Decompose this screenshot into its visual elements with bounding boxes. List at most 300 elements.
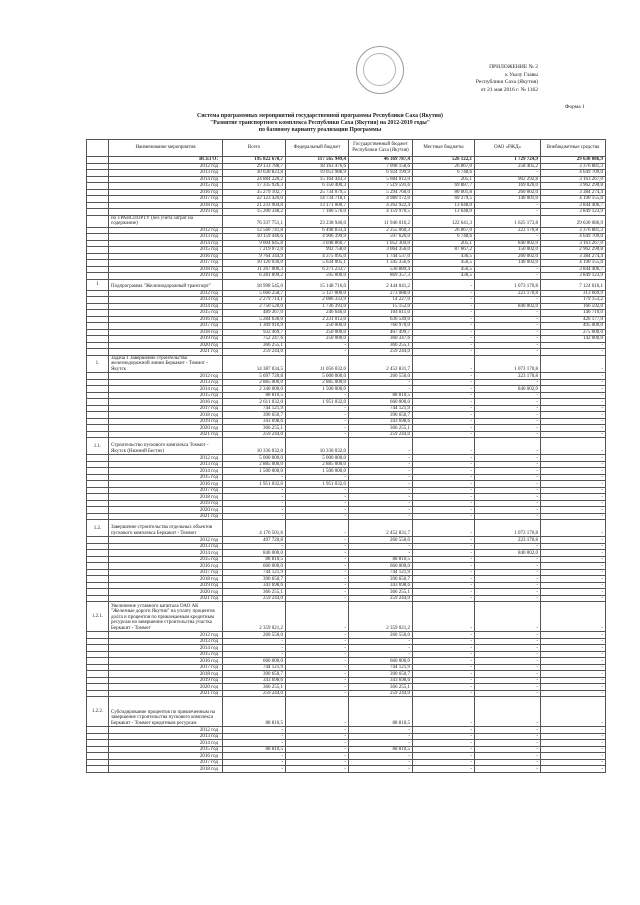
row-number: 1.1.	[87, 438, 109, 455]
cell-value: -	[286, 589, 349, 596]
cell-value: -	[413, 455, 475, 462]
row-label: 2014 год	[109, 645, 223, 652]
cell-value: 7 180 576,0	[286, 209, 349, 216]
cell-value: 14 227,0	[349, 297, 413, 304]
cell-value: 76 337 751,1	[223, 215, 286, 227]
cell-value: -	[286, 766, 349, 773]
row-label: 2016 год	[109, 658, 223, 665]
cell-value: 366 255,1	[223, 589, 286, 596]
cell-value: 11 267 006,3	[223, 266, 286, 273]
column-header-no	[87, 140, 109, 157]
row-label: 2017 год	[109, 196, 223, 203]
cell-value: 166 592,0	[541, 303, 606, 310]
cell-value: -	[413, 733, 475, 740]
cell-value: -	[475, 468, 541, 475]
cell-value: -	[475, 759, 541, 766]
cell-value: -	[223, 494, 286, 501]
cell-value: 660 000,0	[349, 399, 413, 406]
row-label: 2015 год	[109, 310, 223, 317]
cell-value: 497 720,8	[223, 537, 286, 544]
cell-value: -	[286, 684, 349, 691]
cell-value: -	[349, 455, 413, 462]
cell-value: -	[475, 209, 541, 216]
cell-value: -	[413, 290, 475, 297]
cell-value: -	[286, 638, 349, 645]
cell-value: 223 170,8	[475, 537, 541, 544]
cell-value: 390 650,7	[223, 576, 286, 583]
cell-value: -	[541, 349, 606, 356]
cell-value: -	[475, 310, 541, 317]
cell-value: -	[413, 569, 475, 576]
cell-value: 69 379,5	[413, 196, 475, 203]
cell-value: 2 885 000,0	[286, 461, 349, 468]
appendix-line: от 21 мая 2016 г. № 1162	[480, 86, 538, 93]
cell-value: 4 176 501,6	[223, 520, 286, 537]
cell-value: -	[541, 513, 606, 520]
cell-value: -	[475, 740, 541, 747]
cell-value: 1 073 170,8	[475, 520, 541, 537]
cell-value: -	[475, 513, 541, 520]
cell-value: 744 121,9	[349, 405, 413, 412]
row-label: 2021 год	[109, 595, 223, 602]
cell-value: -	[286, 645, 349, 652]
row-label: 2012 год	[109, 373, 223, 380]
cell-value: -	[413, 379, 475, 386]
cell-value: 390 650,7	[223, 671, 286, 678]
cell-value: 24 884 220,2	[223, 176, 286, 183]
cell-value: 223 170,8	[475, 373, 541, 380]
row-number: 1.2.2.	[87, 697, 109, 727]
cell-value: -	[475, 379, 541, 386]
cell-value: -	[413, 632, 475, 639]
cell-value: -	[413, 425, 475, 432]
cell-value: -	[286, 418, 349, 425]
form-label: Форма 1	[565, 104, 585, 110]
cell-value: -	[475, 500, 541, 507]
cell-value: -	[541, 520, 606, 537]
cell-value: 343 698,6	[223, 418, 286, 425]
cell-value: -	[475, 677, 541, 684]
cell-value: 3 048 860,7	[286, 240, 349, 247]
row-label: 2015 год	[109, 474, 223, 481]
cell-value: 259 244,0	[349, 690, 413, 697]
cell-value: -	[286, 740, 349, 747]
cell-value: 25 734 079,5	[286, 189, 349, 196]
cell-value: -	[413, 500, 475, 507]
cell-value: -	[413, 494, 475, 501]
row-label: 2014 год	[109, 740, 223, 747]
cell-value: -	[413, 537, 475, 544]
cell-value: -	[541, 474, 606, 481]
cell-value: 744 121,9	[223, 405, 286, 412]
row-label: 2016 год	[109, 563, 223, 570]
cell-value: -	[541, 507, 606, 514]
cell-value: 840 002,0	[475, 386, 541, 393]
cell-value: 426 177,0	[541, 316, 606, 323]
cell-value: -	[286, 349, 349, 356]
cell-value: 275 000,0	[541, 329, 606, 336]
cell-value: 595 000,0	[286, 273, 349, 280]
cell-value: -	[286, 556, 349, 563]
cell-value: -	[475, 563, 541, 570]
seal-stamp	[356, 46, 404, 94]
cell-value: 117 565 949,4	[286, 157, 349, 164]
cell-value: 150 002,0	[475, 247, 541, 254]
cell-value: 438,5	[413, 273, 475, 280]
cell-value: 35 279 102,7	[223, 189, 286, 196]
cell-value: 1 345 356,6	[349, 260, 413, 267]
cell-value: 2 231 012,0	[286, 316, 349, 323]
table-row	[87, 279, 606, 290]
cell-value: -	[413, 349, 475, 356]
cell-value: 366 255,1	[223, 342, 286, 349]
row-label: 2017 год	[109, 405, 223, 412]
cell-value: 260 002,0	[475, 189, 541, 196]
cell-value: 6 281 899,2	[223, 273, 286, 280]
cell-value: 390 650,7	[349, 671, 413, 678]
cell-value: -	[413, 461, 475, 468]
cell-value: -	[286, 513, 349, 520]
cell-value: 1 500 000,0	[223, 468, 286, 475]
row-label: 2013 год	[109, 170, 223, 177]
cell-value: -	[475, 690, 541, 697]
row-label: 2014 год	[109, 550, 223, 557]
cell-value: -	[286, 342, 349, 349]
cell-value: 3 376 881,3	[541, 227, 606, 234]
row-number: 1.2.1.	[87, 602, 109, 632]
cell-value: -	[223, 759, 286, 766]
cell-value: -	[413, 487, 475, 494]
cell-value: 1 052 304,0	[349, 240, 413, 247]
cell-value: -	[413, 386, 475, 393]
cell-value: 14 387 034,5	[223, 355, 286, 373]
cell-value: -	[349, 379, 413, 386]
cell-value: 30 630 823,8	[223, 170, 286, 177]
row-label: 2013 год	[109, 543, 223, 550]
cell-value: -	[541, 537, 606, 544]
cell-value: -	[349, 727, 413, 734]
table-row	[87, 602, 606, 632]
cell-value: 10 159 446,6	[223, 234, 286, 241]
cell-value: 88 810,5	[223, 697, 286, 727]
cell-value: 87 667,2	[413, 247, 475, 254]
cell-value: -	[223, 645, 286, 652]
cell-value: 597 626,0	[349, 234, 413, 241]
cell-value: -	[475, 733, 541, 740]
row-label: 2012 год	[109, 227, 223, 234]
appendix-line: ПРИЛОЖЕНИЕ № 2	[489, 64, 538, 70]
cell-value: 246 646,0	[286, 310, 349, 317]
cell-value: 250 000,0	[286, 336, 349, 343]
cell-value: 15 164 443,3	[286, 176, 349, 183]
table-header-row	[87, 140, 606, 157]
cell-value: -	[475, 582, 541, 589]
cell-value: 3 384 274,4	[541, 253, 606, 260]
appendix-line: Республики Саха (Якутия)	[475, 79, 538, 86]
row-label: 2019 год	[109, 500, 223, 507]
cell-value: -	[223, 474, 286, 481]
cell-value: -	[413, 740, 475, 747]
cell-value: -	[475, 329, 541, 336]
cell-value: -	[223, 507, 286, 514]
cell-value: -	[541, 645, 606, 652]
cell-value: -	[475, 316, 541, 323]
cell-value: -	[541, 727, 606, 734]
cell-value: -	[413, 664, 475, 671]
cell-value: -	[286, 632, 349, 639]
cell-value: 10 336 032,0	[286, 438, 349, 455]
cell-value: 343 698,6	[223, 582, 286, 589]
cell-value: 169 026,0	[475, 183, 541, 190]
cell-value: 29 630 086,9	[541, 157, 606, 164]
cell-value: -	[286, 500, 349, 507]
cell-value: -	[475, 576, 541, 583]
cell-value: -	[349, 638, 413, 645]
cell-value: -	[475, 589, 541, 596]
cell-value: 456,5	[413, 266, 475, 273]
cell-value: 1 951 032,0	[223, 481, 286, 488]
cell-value: -	[475, 412, 541, 419]
cell-value: 21 233 904,8	[223, 202, 286, 209]
cell-value: -	[541, 677, 606, 684]
row-label: 2017 год	[109, 759, 223, 766]
cell-value: -	[286, 690, 349, 697]
cell-value: 46 369 787,4	[349, 157, 413, 164]
row-label: 2016 год	[109, 481, 223, 488]
cell-value: 146 710,0	[541, 310, 606, 317]
cell-value: 840 002,0	[475, 550, 541, 557]
cell-value: -	[413, 405, 475, 412]
cell-value: -	[413, 329, 475, 336]
cell-value: 19 053 988,9	[286, 170, 349, 177]
cell-value: 223 170,8	[475, 227, 541, 234]
row-label: 2018 год	[109, 494, 223, 501]
cell-value: -	[413, 431, 475, 438]
cell-value: 23 238 946,0	[286, 215, 349, 227]
row-label: 2012 год	[109, 163, 223, 170]
cell-value: -	[286, 651, 349, 658]
cell-value: 4 190 155,8	[541, 196, 606, 203]
cell-value: 2 359 021,2	[223, 602, 286, 632]
cell-value: -	[286, 677, 349, 684]
cell-value: 5 000 000,0	[286, 373, 349, 380]
cell-value: 18 163 476,6	[286, 163, 349, 170]
cell-value: 744 121,9	[223, 569, 286, 576]
row-label: 2021 год	[109, 431, 223, 438]
cell-value: -	[541, 664, 606, 671]
cell-value: 4 649 709,0	[541, 170, 606, 177]
cell-value: 744 121,9	[223, 664, 286, 671]
cell-value: -	[349, 386, 413, 393]
cell-value: -	[349, 753, 413, 760]
cell-value: 636 549,0	[349, 316, 413, 323]
cell-value: -	[349, 543, 413, 550]
cell-value: 760 970,0	[349, 323, 413, 330]
row-label: Субсидирование процентов по привлеченным на завершение строительства пускового комплекса Беркакит - Томмот кредитным ресурсам	[109, 697, 223, 727]
cell-value: -	[413, 645, 475, 652]
cell-value: 29 133 788,7	[223, 163, 286, 170]
row-label: 2012 год	[109, 455, 223, 462]
cell-value: -	[475, 697, 541, 727]
cell-value: -	[541, 438, 606, 455]
cell-value: 2 885 000,0	[286, 379, 349, 386]
cell-value: -	[349, 481, 413, 488]
cell-value: 273 088,0	[349, 290, 413, 297]
cell-value: -	[413, 418, 475, 425]
cell-value: 142 000,0	[541, 336, 606, 343]
cell-value: 660 000,0	[349, 563, 413, 570]
cell-value: -	[413, 513, 475, 520]
cell-value: 1 625 173,8	[475, 215, 541, 227]
cell-value: 15 148 716,0	[286, 279, 349, 290]
cell-value: -	[541, 684, 606, 691]
cell-value: -	[541, 766, 606, 773]
cell-value: 3 849 123,9	[541, 273, 606, 280]
cell-value: 2 962 290,8	[541, 247, 606, 254]
table-row	[87, 766, 606, 773]
cell-value: -	[475, 431, 541, 438]
cell-value: 104 811,0	[349, 310, 413, 317]
column-header: Местные бюджеты	[413, 140, 475, 157]
cell-value: -	[541, 431, 606, 438]
cell-value: 2 359 021,2	[349, 602, 413, 632]
cell-value: -	[475, 170, 541, 177]
cell-value: 2 611 032,0	[223, 399, 286, 406]
cell-value: -	[286, 582, 349, 589]
row-label: 2015 год	[109, 247, 223, 254]
cell-value: 366 255,1	[349, 684, 413, 691]
cell-value: 840 000,0	[223, 550, 286, 557]
cell-value: -	[413, 507, 475, 514]
cell-value: -	[475, 297, 541, 304]
cell-value: -	[541, 355, 606, 373]
cell-value: 6 498 833,4	[286, 227, 349, 234]
cell-value: -	[541, 468, 606, 475]
cell-value: -	[413, 316, 475, 323]
cell-value: 12 560 741,8	[223, 227, 286, 234]
cell-value: 7 519 591,6	[349, 183, 413, 190]
cell-value: -	[475, 569, 541, 576]
cell-value: 140 001,0	[475, 196, 541, 203]
cell-value: 407 499,7	[349, 329, 413, 336]
row-label: 2020 год	[109, 507, 223, 514]
cell-value: -	[413, 556, 475, 563]
cell-value: -	[413, 550, 475, 557]
cell-value: -	[475, 651, 541, 658]
row-label: Увеличение уставного капитала ОАО АК "Железные дороги Якутии" на уплату процентов долга и процентов по привлекаемым кредитным ресурсам на завершение строительства участка Беркакит - Томмот	[109, 602, 223, 632]
cell-value: -	[475, 399, 541, 406]
cell-value: -	[541, 543, 606, 550]
cell-value: -	[475, 418, 541, 425]
row-label: 2019 год	[109, 677, 223, 684]
row-label: Подпрограмма "Железнодорожный транспорт"	[109, 279, 223, 290]
cell-value: -	[541, 602, 606, 632]
cell-value: -	[541, 658, 606, 665]
cell-value: 9 004 645,8	[223, 240, 286, 247]
cell-value: 259 244,0	[349, 431, 413, 438]
cell-value: -	[541, 373, 606, 380]
title-line: по базовому варианту реализации Программы	[258, 127, 382, 133]
cell-value: -	[541, 651, 606, 658]
document-title	[150, 113, 490, 134]
cell-value: 3 962 290,8	[541, 183, 606, 190]
cell-value: -	[223, 487, 286, 494]
row-label: 2016 год	[109, 753, 223, 760]
row-label: 2020 год	[109, 425, 223, 432]
cell-value: 2 255 060,3	[349, 227, 413, 234]
cell-value: 489 367,0	[223, 310, 286, 317]
cell-value: -	[541, 481, 606, 488]
row-label: 2015 год	[109, 651, 223, 658]
cell-value: 88 810,5	[349, 746, 413, 753]
cell-value: 13 171 000,7	[286, 202, 349, 209]
cell-value: 744 121,9	[349, 664, 413, 671]
row-label: 2019 год	[109, 273, 223, 280]
cell-value: -	[349, 487, 413, 494]
row-label: 2014 год	[109, 468, 223, 475]
cell-value: 7 219 072,0	[223, 247, 286, 254]
cell-value: -	[223, 733, 286, 740]
cell-value: -	[223, 500, 286, 507]
row-label: 2015 год	[109, 556, 223, 563]
cell-value: 1 729 724,9	[475, 157, 541, 164]
cell-value: 390 650,7	[349, 576, 413, 583]
cell-value: -	[413, 753, 475, 760]
row-label: 2018 год	[109, 329, 223, 336]
cell-value: -	[413, 392, 475, 399]
cell-value: -	[475, 494, 541, 501]
cell-value: -	[475, 595, 541, 602]
cell-value: 343 698,6	[349, 677, 413, 684]
cell-value: -	[541, 563, 606, 570]
column-header: Наименование мероприятия	[109, 140, 223, 157]
row-label: 2018 год	[109, 576, 223, 583]
cell-value: 366 255,1	[223, 425, 286, 432]
cell-value: -	[286, 569, 349, 576]
cell-value: -	[413, 697, 475, 727]
row-label: 2016 год	[109, 253, 223, 260]
cell-value: -	[413, 651, 475, 658]
cell-value: -	[413, 336, 475, 343]
cell-value: 260 002,0	[475, 253, 541, 260]
cell-value: -	[286, 697, 349, 727]
cell-value: -	[286, 733, 349, 740]
cell-value: -	[413, 543, 475, 550]
cell-value: 744 121,9	[349, 569, 413, 576]
cell-value: 4 989 172,0	[349, 196, 413, 203]
cell-value: -	[349, 766, 413, 773]
cell-value: -	[286, 746, 349, 753]
cell-value: 6 748,6	[413, 234, 475, 241]
cell-value: 2 279 714,1	[223, 297, 286, 304]
row-label: 2013 год	[109, 638, 223, 645]
cell-value: -	[475, 684, 541, 691]
cell-value: 223 170,8	[475, 290, 541, 297]
column-header: Внебюджетные средства	[541, 140, 606, 157]
cell-value: 3 844 406,7	[541, 202, 606, 209]
cell-value: -	[413, 355, 475, 373]
cell-value: -	[541, 576, 606, 583]
cell-value: 4 649 709,0	[541, 234, 606, 241]
cell-value: -	[349, 461, 413, 468]
cell-value: 3 376 881,3	[541, 163, 606, 170]
cell-value: -	[413, 595, 475, 602]
cell-value: -	[286, 602, 349, 632]
cell-value: -	[541, 589, 606, 596]
cell-value: 2 444 041,2	[349, 279, 413, 290]
row-label: 2014 год	[109, 240, 223, 247]
cell-value: -	[413, 310, 475, 317]
